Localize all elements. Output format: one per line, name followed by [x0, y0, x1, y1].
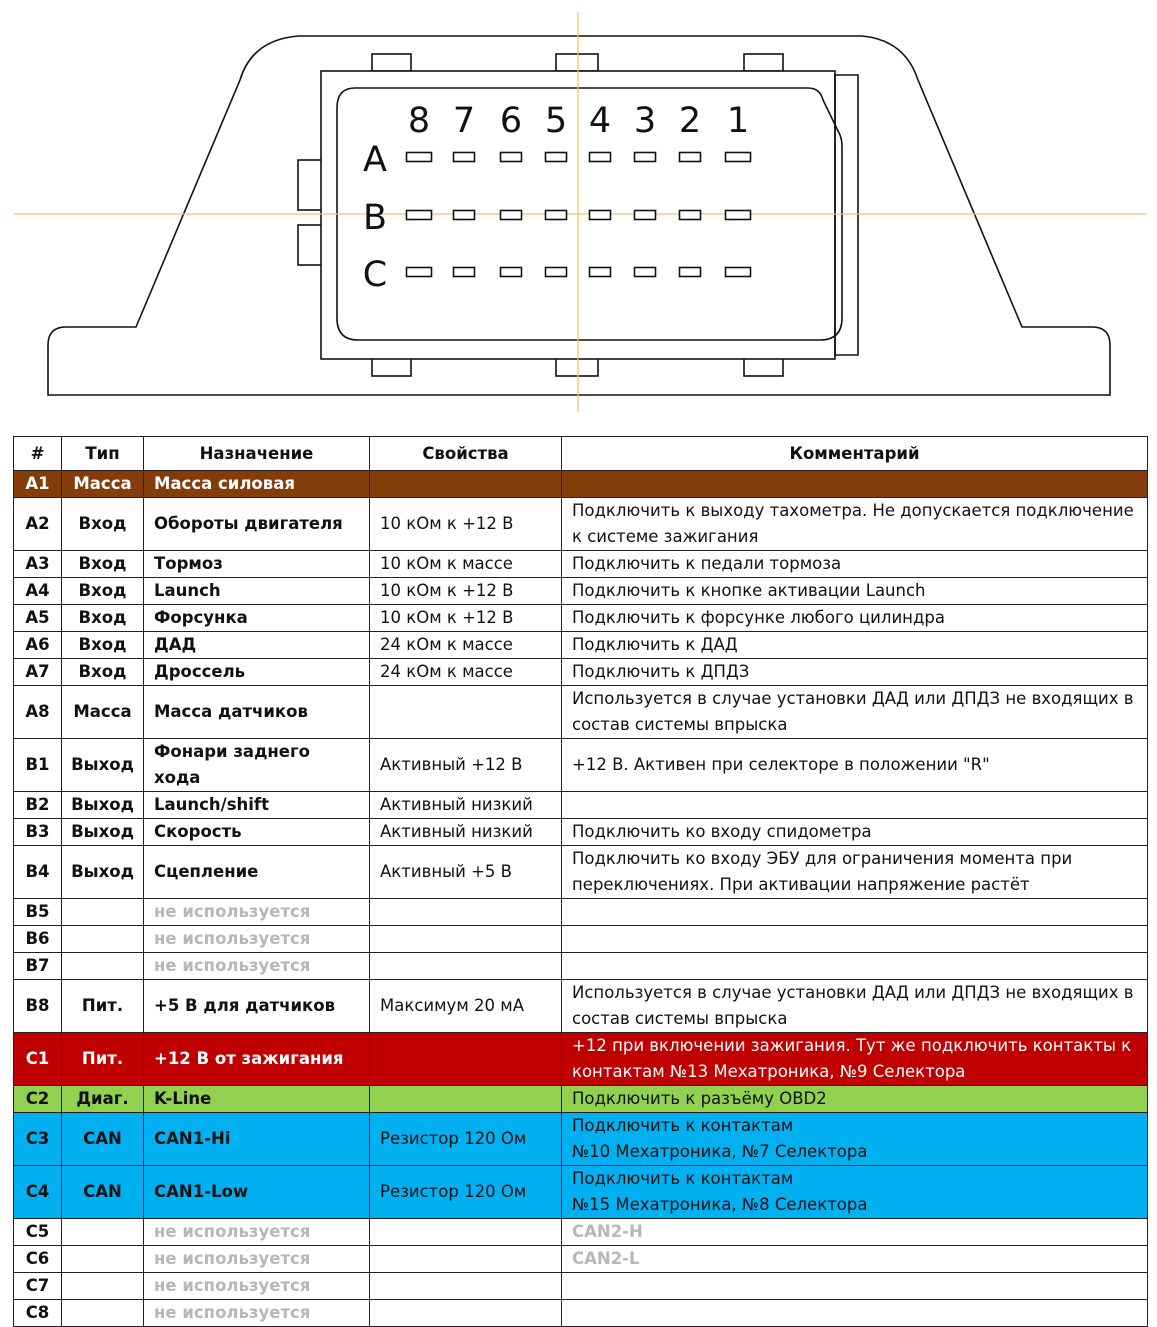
header-props: Свойства [370, 437, 562, 471]
cell-num: C1 [14, 1033, 62, 1086]
cell-props: 10 кОм к +12 В [370, 578, 562, 605]
cell-comment: Подключить к педали тормоза [562, 551, 1148, 578]
table-row [14, 605, 1148, 632]
pin-terminal [546, 211, 567, 220]
cell-type: CAN [62, 1113, 144, 1166]
cell-props: Резистор 120 Ом [370, 1113, 562, 1166]
column-label: 5 [544, 101, 568, 141]
cell-props [370, 1273, 562, 1300]
cell-purpose: Масса силовая [144, 471, 370, 498]
pin-terminal [454, 153, 475, 162]
table-row [14, 980, 1148, 1033]
pin-terminal [454, 211, 475, 220]
cell-props [370, 1086, 562, 1113]
cell-comment: Подключить к выходу тахометра. Не допускается подключение к системе зажигания [562, 498, 1148, 551]
header-type: Тип [62, 437, 144, 471]
column-label: 7 [452, 101, 476, 141]
cell-comment: Используется в случае установки ДАД или ДПДЗ не входящих в состав системы впрыска [562, 686, 1148, 739]
side-key-tab [298, 225, 322, 265]
connector-key-right [835, 75, 858, 355]
header-comment: Комментарий [562, 437, 1148, 471]
table-row [14, 953, 1148, 980]
cell-num: B3 [14, 819, 62, 846]
table-row [14, 819, 1148, 846]
cell-num: A6 [14, 632, 62, 659]
column-label: 2 [678, 101, 702, 141]
cell-type [62, 953, 144, 980]
header-num: # [14, 437, 62, 471]
cell-num: C8 [14, 1300, 62, 1327]
cell-props [370, 471, 562, 498]
cell-props: 24 кОм к массе [370, 659, 562, 686]
table-row [14, 926, 1148, 953]
pin-terminal [407, 153, 432, 162]
cell-num: C4 [14, 1166, 62, 1219]
cell-type [62, 926, 144, 953]
cell-props [370, 686, 562, 739]
cell-comment [562, 953, 1148, 980]
cell-props: Активный низкий [370, 819, 562, 846]
cell-props: 24 кОм к массе [370, 632, 562, 659]
cell-comment: Подключить к контактам №10 Мехатроника, №7 Селектора [562, 1113, 1148, 1166]
cell-props: Активный +12 В [370, 739, 562, 792]
connector-drawing [0, 0, 1157, 420]
cell-purpose: Launch/shift [144, 792, 370, 819]
cell-type: Вход [62, 659, 144, 686]
cell-props [370, 1246, 562, 1273]
cell-purpose: Форсунка [144, 605, 370, 632]
cell-props: Активный низкий [370, 792, 562, 819]
cell-purpose: не используется [144, 899, 370, 926]
cell-num: B7 [14, 953, 62, 980]
cell-type: Пит. [62, 1033, 144, 1086]
top-latch-tab [556, 54, 598, 71]
pin-terminal [501, 211, 522, 220]
cell-num: B6 [14, 926, 62, 953]
cell-num: A3 [14, 551, 62, 578]
table-row [14, 899, 1148, 926]
cell-purpose: Масса датчиков [144, 686, 370, 739]
cell-comment: Используется в случае установки ДАД или ДПДЗ не входящих в состав системы впрыска [562, 980, 1148, 1033]
cell-num: B1 [14, 739, 62, 792]
table-row [14, 1273, 1148, 1300]
cell-comment: CAN2-L [562, 1246, 1148, 1273]
cell-type: CAN [62, 1166, 144, 1219]
cell-purpose: CAN1-Hi [144, 1113, 370, 1166]
cell-props [370, 953, 562, 980]
cell-type [62, 1273, 144, 1300]
cell-type: Пит. [62, 980, 144, 1033]
cell-purpose: K-Line [144, 1086, 370, 1113]
row-label: B [362, 198, 388, 238]
cell-num: C7 [14, 1273, 62, 1300]
pin-terminal [546, 153, 567, 162]
column-label: 1 [726, 101, 750, 141]
cell-type: Диаг. [62, 1086, 144, 1113]
pin-terminal [590, 268, 611, 277]
cell-purpose: не используется [144, 953, 370, 980]
cell-comment: Подключить ко входу спидометра [562, 819, 1148, 846]
cell-num: C6 [14, 1246, 62, 1273]
cell-purpose: не используется [144, 1273, 370, 1300]
table-row [14, 632, 1148, 659]
cell-comment: Подключить к ДАД [562, 632, 1148, 659]
table-row [14, 551, 1148, 578]
cell-purpose: Сцепление [144, 846, 370, 899]
pin-terminal [501, 153, 522, 162]
column-label: 4 [588, 101, 612, 141]
cell-num: B2 [14, 792, 62, 819]
row-label: C [362, 255, 388, 295]
table-row [14, 659, 1148, 686]
pin-terminal [635, 211, 656, 220]
table-row [14, 686, 1148, 739]
pin-terminal [635, 268, 656, 277]
pin-terminal [680, 153, 701, 162]
cell-props [370, 1219, 562, 1246]
cell-purpose: Фонари заднего хода [144, 739, 370, 792]
cell-purpose: ДАД [144, 632, 370, 659]
cell-props: 10 кОм к +12 В [370, 498, 562, 551]
top-latch-tab [372, 54, 411, 71]
cell-props: Активный +5 В [370, 846, 562, 899]
bottom-latch-tab [744, 358, 783, 376]
cell-type: Масса [62, 471, 144, 498]
cell-comment: CAN2-H [562, 1219, 1148, 1246]
table-row [14, 846, 1148, 899]
table-row [14, 1246, 1148, 1273]
cell-comment: Подключить к разъёму OBD2 [562, 1086, 1148, 1113]
pin-terminal [726, 153, 751, 162]
pin-terminal [680, 211, 701, 220]
pin-terminal [726, 211, 751, 220]
cell-purpose: не используется [144, 1246, 370, 1273]
cell-comment: Подключить к ДПДЗ [562, 659, 1148, 686]
pin-terminal [590, 211, 611, 220]
table-row [14, 1113, 1148, 1166]
table-row [14, 1219, 1148, 1246]
cell-comment [562, 926, 1148, 953]
pin-terminal [680, 268, 701, 277]
cell-type: Вход [62, 551, 144, 578]
column-label: 3 [633, 101, 657, 141]
cell-type: Вход [62, 632, 144, 659]
cell-props [370, 1033, 562, 1086]
cell-num: C5 [14, 1219, 62, 1246]
table-row [14, 1033, 1148, 1086]
cell-props: Максимум 20 мА [370, 980, 562, 1033]
cell-num: A8 [14, 686, 62, 739]
pin-terminal [407, 268, 432, 277]
cell-comment [562, 792, 1148, 819]
cell-comment: Подключить к контактам №15 Мехатроника, №8 Селектора [562, 1166, 1148, 1219]
cell-type [62, 899, 144, 926]
cell-num: B8 [14, 980, 62, 1033]
table-row [14, 1166, 1148, 1219]
cell-comment: Подключить к форсунке любого цилиндра [562, 605, 1148, 632]
cell-purpose: не используется [144, 1300, 370, 1327]
cell-comment [562, 1273, 1148, 1300]
pinout-table [13, 436, 1148, 1327]
cell-props: 10 кОм к +12 В [370, 605, 562, 632]
table-row [14, 471, 1148, 498]
header-purpose: Назначение [144, 437, 370, 471]
cell-comment [562, 899, 1148, 926]
bottom-latch-tab [556, 358, 598, 376]
cell-type: Выход [62, 739, 144, 792]
cell-num: A2 [14, 498, 62, 551]
cell-props: 10 кОм к массе [370, 551, 562, 578]
cell-comment: Подключить ко входу ЭБУ для ограничения момента при переключениях. При активации напряжение растёт [562, 846, 1148, 899]
cell-num: C3 [14, 1113, 62, 1166]
cell-comment [562, 471, 1148, 498]
cell-num: A5 [14, 605, 62, 632]
pin-terminal [635, 153, 656, 162]
table-row [14, 1086, 1148, 1113]
cell-purpose: Обороты двигателя [144, 498, 370, 551]
column-label: 8 [407, 101, 431, 141]
cell-num: A4 [14, 578, 62, 605]
cell-num: C2 [14, 1086, 62, 1113]
cell-type: Выход [62, 846, 144, 899]
bottom-latch-tab [372, 358, 411, 376]
table-row [14, 739, 1148, 792]
cell-props [370, 926, 562, 953]
cell-num: A1 [14, 471, 62, 498]
cell-type: Масса [62, 686, 144, 739]
table-row [14, 792, 1148, 819]
cell-num: B4 [14, 846, 62, 899]
pin-terminal [454, 268, 475, 277]
column-label: 6 [499, 101, 523, 141]
cell-purpose: Дроссель [144, 659, 370, 686]
cell-purpose: Тормоз [144, 551, 370, 578]
cell-purpose: Скорость [144, 819, 370, 846]
row-label: A [363, 140, 387, 180]
cell-props: Резистор 120 Ом [370, 1166, 562, 1219]
table-header-row [14, 437, 1148, 471]
cell-type: Вход [62, 605, 144, 632]
cell-purpose: не используется [144, 1219, 370, 1246]
top-latch-tab [744, 54, 783, 71]
cell-purpose: +12 В от зажигания [144, 1033, 370, 1086]
cell-comment: Подключить к кнопке активации Launch [562, 578, 1148, 605]
cell-type: Вход [62, 498, 144, 551]
cell-comment: +12 В. Активен при селекторе в положении "R" [562, 739, 1148, 792]
pin-terminal [546, 268, 567, 277]
table-row [14, 498, 1148, 551]
table-row [14, 578, 1148, 605]
pin-terminal [590, 153, 611, 162]
cell-purpose: CAN1-Low [144, 1166, 370, 1219]
cell-num: B5 [14, 899, 62, 926]
cell-type: Выход [62, 792, 144, 819]
cell-purpose: не используется [144, 926, 370, 953]
cell-num: A7 [14, 659, 62, 686]
pin-terminal [501, 268, 522, 277]
cell-purpose: +5 В для датчиков [144, 980, 370, 1033]
cell-type [62, 1246, 144, 1273]
cell-comment: +12 при включении зажигания. Тут же подключить контакты к контактам №13 Мехатроника, №9 Селектора [562, 1033, 1148, 1086]
pin-terminal [726, 268, 751, 277]
pin-terminal [407, 211, 432, 220]
cell-props [370, 899, 562, 926]
cell-type [62, 1219, 144, 1246]
side-key-tab [298, 160, 322, 210]
cell-type: Вход [62, 578, 144, 605]
cell-purpose: Launch [144, 578, 370, 605]
cell-type: Выход [62, 819, 144, 846]
